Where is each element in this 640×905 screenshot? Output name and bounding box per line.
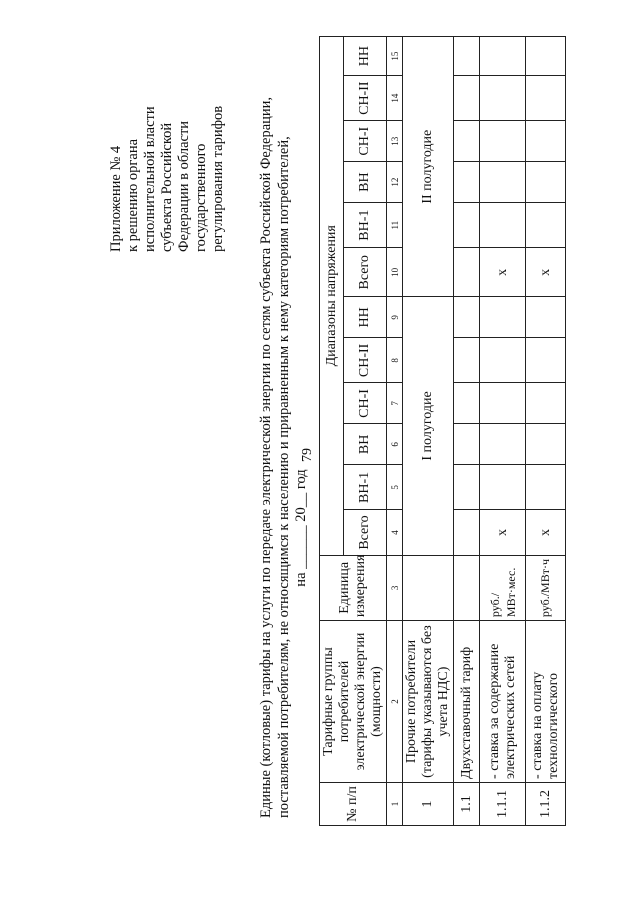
row-unit: руб./МВт·ч [526,555,566,621]
table-cell: х [480,248,526,297]
table-cell [480,383,526,424]
col-number: 6 [387,424,403,465]
half-year-1: I полугодие [403,297,454,555]
table-cell [454,248,480,297]
table-cell: х [480,510,526,555]
appendix-line: государственного [193,143,209,252]
col-number: 7 [387,383,403,424]
col-number: 1 [387,782,403,825]
col-number: 8 [387,338,403,383]
row-name: Прочие потребители (тарифы указываются без учета НДС) [403,621,454,783]
table-cell [526,121,566,162]
tariff-table [319,36,566,826]
col-number: 11 [387,203,403,248]
table-cell [480,297,526,338]
header-col: ВН-1 [344,203,387,248]
table-cell [480,121,526,162]
table-cell [480,465,526,510]
col-number: 14 [387,76,403,121]
col-number: 12 [387,162,403,203]
appendix-line: Приложение № 4 [108,145,124,252]
title-line: на ______ 20__ год [293,469,309,587]
col-number: 10 [387,248,403,297]
table-cell [454,465,480,510]
table-cell: х [526,510,566,555]
row-unit: руб./МВт·мес. [480,555,526,621]
col-number: 9 [387,297,403,338]
half-year-2: II полугодие [403,37,454,297]
header-col: СН-I [344,121,387,162]
row-num: 1.1 [454,782,480,825]
appendix-block [108,106,227,252]
header-col: СН-II [344,338,387,383]
table-cell [526,338,566,383]
header-col: НН [344,297,387,338]
table-cell [454,338,480,383]
col-number: 4 [387,510,403,555]
header-col: СН-II [344,76,387,121]
appendix-line: субъекта Российской [159,122,175,252]
table-cell [480,203,526,248]
row-num: 1 [403,782,454,825]
header-col: ВН [344,162,387,203]
table-cell [454,297,480,338]
header-col: ВН-1 [344,465,387,510]
table-cell [526,297,566,338]
table-cell [454,121,480,162]
col-number: 15 [387,37,403,76]
row-num: 1.1.1 [480,782,526,825]
document-title [258,96,311,818]
header-col: Всего [344,510,387,555]
col-number: 13 [387,121,403,162]
header-col: Всего [344,248,387,297]
table-cell [454,162,480,203]
table-cell [526,383,566,424]
row-name: - ставка на оплату технологического [526,621,566,783]
table-cell [480,162,526,203]
table-row [526,37,566,826]
appendix-line: исполнительной власти [142,106,158,252]
column-number-row [387,37,403,826]
table-row [454,37,480,826]
table-cell [454,203,480,248]
col-number: 2 [387,621,403,783]
table-cell [454,383,480,424]
header-ranges: Диапазоны напряжения [320,37,344,556]
table-cell: х [526,248,566,297]
header-num: № п/п [320,782,387,825]
title-line: Единые (котловые) тарифы на услуги по передаче электрической энергии по сетям субъекта Российской Федерации, [258,96,274,818]
row-name: - ставка за содержание электрических сетей [480,621,526,783]
table-row [403,37,454,826]
row-unit [454,555,480,621]
table-cell [526,465,566,510]
col-number: 5 [387,465,403,510]
table-cell [526,37,566,76]
header-col: ВН [344,424,387,465]
table-cell [454,510,480,555]
table-cell [480,76,526,121]
appendix-line: Федерации в области [176,120,192,252]
table-cell [454,76,480,121]
col-number: 3 [387,555,403,621]
table-cell [454,424,480,465]
header-col: НН [344,37,387,76]
row-name: Двухставочный тариф [454,621,480,783]
row-unit [403,555,454,621]
header-group: Тарифные группы потребителей электрической энергии (мощности) [320,621,387,783]
tariff-table-wrapper [319,36,579,826]
header-col: СН-I [344,383,387,424]
row-num: 1.1.2 [526,782,566,825]
table-cell [480,338,526,383]
appendix-line: к решению органа [125,138,141,252]
table-row [480,37,526,826]
table-cell [526,203,566,248]
title-line: поставляемой потребителям, не относящимся к населению и приравненным к нему категориям потребителей, [275,136,292,818]
header-unit: Единица измерения [320,555,387,621]
appendix-line: регулирования тарифов [210,105,226,252]
table-cell [480,37,526,76]
table-cell [526,162,566,203]
page-number: 79 [300,448,315,462]
table-cell [526,76,566,121]
table-cell [480,424,526,465]
table-cell [526,424,566,465]
table-cell [454,37,480,76]
